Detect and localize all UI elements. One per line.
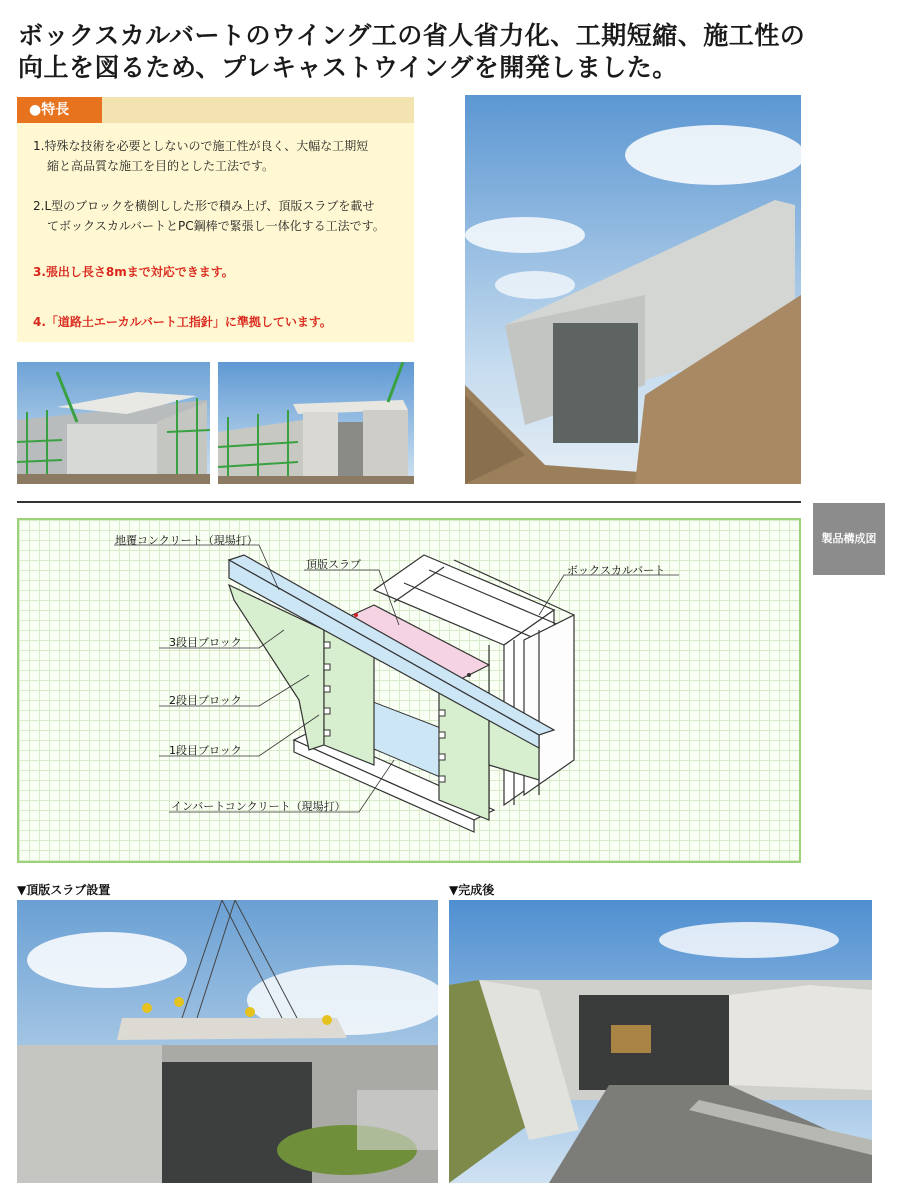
feature-item-4: 4.「道路土エーカルバート工指針」に準拠しています。 — [33, 315, 332, 329]
side-tab: 製品構成図 — [813, 503, 885, 575]
label-block-3: 3段目ブロック — [169, 636, 242, 649]
feature-item-2 — [33, 196, 408, 236]
caption-completed: ▼完成後 — [449, 883, 495, 897]
diagram-drawing — [19, 520, 799, 861]
label-top-slab: 頂版スラブ — [306, 558, 361, 571]
label-invert-concrete: インバートコンクリート（現場打） — [171, 800, 346, 813]
headline — [18, 20, 878, 84]
features-tag: ●特長 — [17, 97, 102, 123]
feature-item-1 — [33, 136, 408, 176]
feature-item-3: 3.張出し長さ8mまで対応できます。 — [33, 265, 234, 279]
feature-item-1-line2: 縮と高品質な施工を目的とした工法です。 — [47, 159, 275, 173]
product-configuration-diagram — [17, 518, 801, 863]
label-block-2: 2段目ブロック — [169, 694, 242, 707]
label-cover-concrete: 地覆コンクリート（現場打） — [115, 534, 258, 547]
feature-item-2-line2: てボックスカルバートとPC鋼棒で緊張し一体化する工法です。 — [47, 219, 385, 233]
photo-top-slab-placed — [218, 362, 414, 484]
photo-slab-installation — [17, 900, 438, 1183]
headline-line1: ボックスカルバートのウイング工の省人省力化、工期短縮、施工性の — [18, 21, 806, 50]
label-block-1: 1段目ブロック — [169, 744, 242, 757]
photo-precast-wing — [465, 95, 801, 484]
feature-item-1-line1: 1.特殊な技術を必要としないので施工性が良く、大幅な工期短 — [33, 139, 369, 153]
photo-completed-culvert — [449, 900, 872, 1183]
feature-item-2-line1: 2.L型のブロックを横倒しした形で積み上げ、頂版スラブを載せ — [33, 199, 375, 213]
headline-line2: 向上を図るため、プレキャストウイングを開発しました。 — [18, 53, 678, 82]
section-divider — [17, 501, 801, 503]
caption-slab-install: ▼頂版スラブ設置 — [17, 883, 111, 897]
photo-block-stacking — [17, 362, 210, 484]
label-box-culvert: ボックスカルバート — [567, 564, 666, 577]
